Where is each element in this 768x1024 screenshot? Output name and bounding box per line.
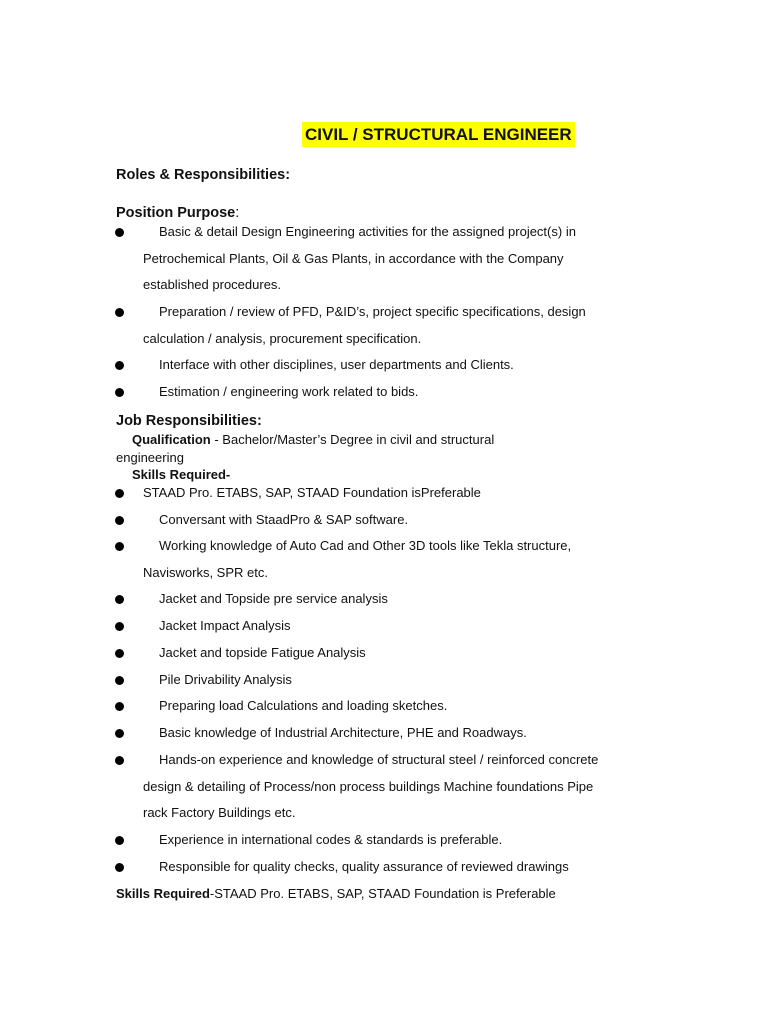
item-line: Interface with other disciplines, user departments and Clients. bbox=[159, 357, 514, 372]
item-line: Basic & detail Design Engineering activities for the assigned project(s) in bbox=[159, 224, 576, 239]
item-line: Basic knowledge of Industrial Architecture, PHE and Roadways. bbox=[159, 725, 527, 740]
document-title: CIVIL / STRUCTURAL ENGINEER bbox=[302, 122, 575, 147]
item-line: Preparing load Calculations and loading sketches. bbox=[159, 698, 448, 713]
item-line: Jacket and Topside pre service analysis bbox=[159, 591, 388, 606]
job-responsibilities-heading: Job Responsibilities: bbox=[116, 413, 262, 429]
item-line: rack Factory Buildings etc. bbox=[143, 805, 296, 820]
item-line: Hands-on experience and knowledge of structural steel / reinforced concrete bbox=[159, 752, 599, 767]
footer-skills-line bbox=[116, 886, 556, 902]
item-line: Jacket and topside Fatigue Analysis bbox=[159, 645, 366, 660]
bullet-dot-icon bbox=[115, 516, 124, 525]
bullet-dot-icon bbox=[115, 361, 124, 370]
bullet-dot-icon bbox=[115, 489, 124, 498]
footer-skills-label: Skills Required bbox=[116, 886, 210, 901]
roles-heading: Roles & Responsibilities: bbox=[116, 167, 291, 183]
item-line: Jacket Impact Analysis bbox=[159, 618, 291, 633]
item-line: Pile Drivability Analysis bbox=[159, 672, 292, 687]
bullet-dot-icon bbox=[115, 676, 124, 685]
qualification-line bbox=[132, 432, 494, 448]
item-line: calculation / analysis, procurement specification. bbox=[143, 330, 422, 346]
item-line: Experience in international codes & standards is preferable. bbox=[159, 832, 503, 847]
position-purpose-label: Position Purpose bbox=[116, 205, 236, 221]
bullet-dot-icon bbox=[115, 702, 124, 711]
skills-required-label: Skills Required- bbox=[132, 467, 231, 482]
qualification-continuation: engineering bbox=[116, 450, 184, 465]
bullet-dot-icon bbox=[115, 649, 124, 658]
item-line: Estimation / engineering work related to bids. bbox=[159, 384, 419, 399]
bullet-dot-icon bbox=[115, 542, 124, 551]
footer-skills-text: -STAAD Pro. ETABS, SAP, STAAD Foundation is Preferable bbox=[209, 886, 556, 901]
bullet-dot-icon bbox=[115, 228, 124, 237]
position-purpose-colon: : bbox=[235, 205, 240, 221]
qualification-text: - Bachelor/Master’s Degree in civil and structural bbox=[210, 432, 495, 447]
bullet-dot-icon bbox=[115, 729, 124, 738]
bullet-dot-icon bbox=[115, 622, 124, 631]
item-line: Navisworks, SPR etc. bbox=[143, 564, 268, 580]
item-line: Conversant with StaadPro & SAP software. bbox=[159, 512, 409, 527]
item-line: Preparation / review of PFD, P&ID’s, project specific specifications, design bbox=[159, 304, 586, 319]
item-line: STAAD Pro. ETABS, SAP, STAAD Foundation isPreferable bbox=[143, 485, 481, 500]
bullet-dot-icon bbox=[115, 388, 124, 397]
item-line: Working knowledge of Auto Cad and Other 3D tools like Tekla structure, bbox=[159, 538, 572, 553]
qualification-label: Qualification bbox=[132, 432, 211, 447]
item-line: Petrochemical Plants, Oil & Gas Plants, in accordance with the Company bbox=[143, 250, 564, 266]
bullet-dot-icon bbox=[115, 756, 124, 765]
bullet-dot-icon bbox=[115, 595, 124, 604]
bullet-dot-icon bbox=[115, 308, 124, 317]
item-line: Responsible for quality checks, quality assurance of reviewed drawings bbox=[159, 859, 569, 874]
bullet-dot-icon bbox=[115, 863, 124, 872]
item-line: established procedures. bbox=[143, 277, 282, 292]
bullet-dot-icon bbox=[115, 836, 124, 845]
item-line: design & detailing of Process/non process buildings Machine foundations Pipe bbox=[143, 778, 594, 794]
